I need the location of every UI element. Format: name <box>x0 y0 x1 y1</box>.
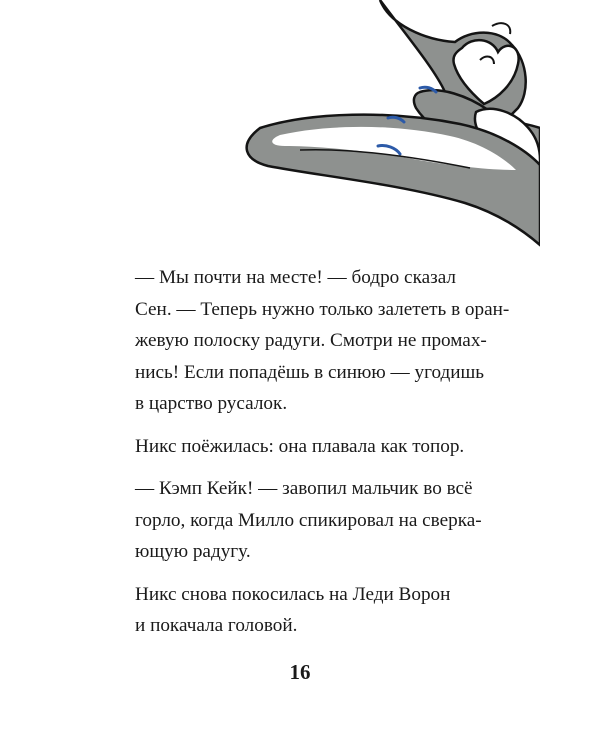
text-line: ющую радугу. <box>135 541 251 562</box>
text-line: — Мы почти на месте! — бодро сказал <box>135 267 456 288</box>
cloud-wing-illustration <box>240 0 540 250</box>
text-line: и покачала головой. <box>135 615 298 636</box>
story-text <box>113 262 510 653</box>
paragraph-2 <box>113 431 507 463</box>
text-line: Сен. — Теперь нужно только залететь в оран- <box>135 298 510 320</box>
text-line: нись! Если попадёшь в синюю — угодишь <box>135 361 485 383</box>
text-line: в царство русалок. <box>135 393 288 414</box>
text-line: — Кэмп Кейк! — завопил мальчик во всё <box>135 478 473 499</box>
page-number: 16 <box>289 660 311 684</box>
paragraph-4 <box>113 579 507 642</box>
text-line: Никс поёжилась: она плавала как топор. <box>135 435 465 457</box>
paragraph-1 <box>113 262 510 420</box>
text-line: горло, когда Милло спикировал на сверка- <box>135 509 482 531</box>
text-line: жевую полоску радуги. Смотри не промах- <box>135 330 487 351</box>
text-line: Никс снова покосилась на Леди Ворон <box>135 583 451 605</box>
paragraph-3 <box>113 473 507 568</box>
ink-curl-2 <box>492 23 510 34</box>
